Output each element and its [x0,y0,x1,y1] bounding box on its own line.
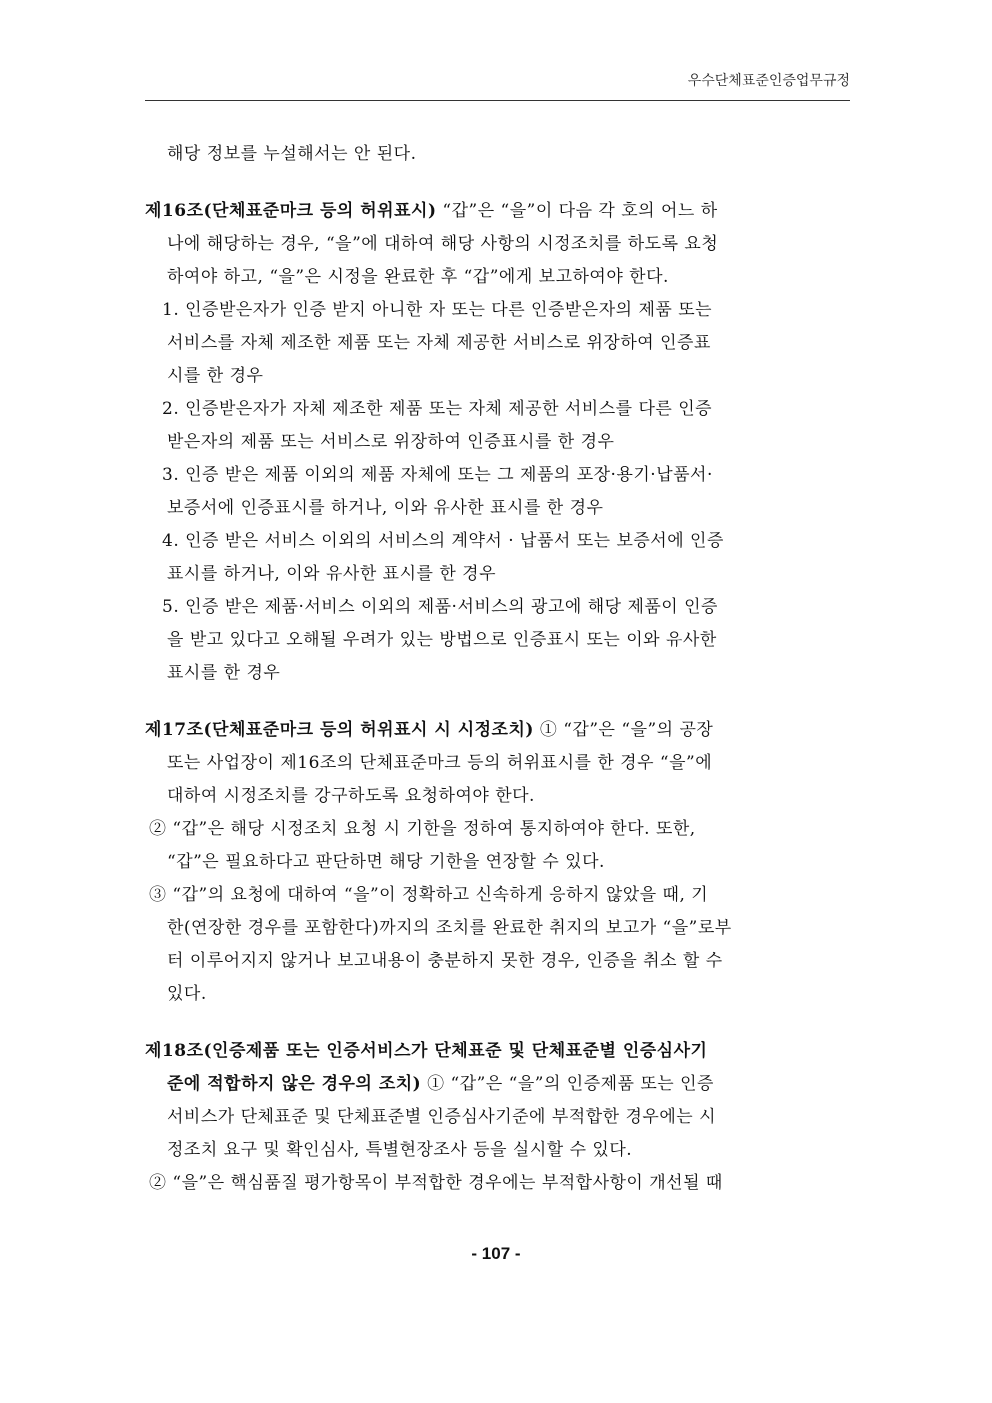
article-16 [145,195,850,690]
continuation-line: 해당 정보를 누설해서는 안 된다. [167,144,417,164]
article-18-line-1 [145,1035,850,1068]
article-16-item-1: 1. 인증받은자가 인증 받지 아니한 자 또는 다른 인증받은자의 제품 또는 서비스를 자체 제조한 제품 또는 자체 제공한 서비스로 위장하여 인증표 시를 한 경우 [162,300,713,386]
page-number: - 107 - [471,1244,521,1263]
article-16-item-3: 3. 인증 받은 제품 이외의 제품 자체에 또는 그 제품의 포장·용기·납품서· 보증서에 인증표시를 하거나, 이와 유사한 표시를 한 경우 [162,465,713,518]
article-16-item-4: 4. 인증 받은 서비스 이외의 서비스의 계약서 · 납품서 또는 보증서에 인증 표시를 하거나, 이와 유사한 표시를 한 경우 [162,531,724,584]
article-17-paragraph-3: ③ “갑”의 요청에 대하여 “을”이 정확하고 신속하게 응하지 않았을 때, 기 [149,885,709,905]
article-18-paragraph-2: ② “을”은 핵심품질 평가항목이 부적합한 경우에는 부적합사항이 개선될 때 [149,1173,723,1193]
article-17-line-1: 제17조(단체표준마크 등의 허위표시 시 시정조치) ① “갑”은 “을”의 공장 [145,720,714,740]
article-16-heading: 제16조(단체표준마크 등의 허위표시) [145,201,437,221]
running-header: 우수단체표준인증업무규정 [687,72,850,88]
article-18-heading: 제18조(인증제품 또는 인증서비스가 단체표준 및 단체표준별 인증심사기 [145,1041,708,1061]
article-16-line-1: 제16조(단체표준마크 등의 허위표시) “갑”은 “을”이 다음 각 호의 어느 하 [145,201,718,221]
article-16-line-2: 나에 해당하는 경우, “을”에 대하여 해당 사항의 시정조치를 하도록 요청 [167,234,719,254]
article-16-line-3: 하여야 하고, “을”은 시정을 완료한 후 “갑”에게 보고하여야 한다. [167,267,669,287]
article-18-line-2: 준에 적합하지 않은 경우의 조치) ① “갑”은 “을”의 인증제품 또는 인증 [167,1074,714,1094]
document-body [145,138,850,1200]
article-18: 제18조(인증제품 또는 인증서비스가 단체표준 및 단체표준별 인증심사기 준에 적합하지 않은 경우의 조치) ① “갑”은 “을”의 인증제품 또는 인증 서비스가 단체표준 및 단체표준별 인증심사기준에 부적합한 경우에는 시 정조치 요구 및 확인심사, 특별현장조사 등을 실시할 수 있다. ② “을”은 핵심품질 평가항목이 부적합한 경우에는 부적합사항이 개선될 때 [145,1035,850,1200]
article-16-item-2: 2. 인증받은자가 자체 제조한 제품 또는 자체 제공한 서비스를 다른 인증 받은자의 제품 또는 서비스로 위장하여 인증표시를 한 경우 [162,399,713,452]
header-divider [145,100,850,101]
article-17-paragraph-2: ② “갑”은 해당 시정조치 요청 시 기한을 정하여 통지하여야 한다. 또한, [149,819,696,839]
article-16-item-5: 5. 인증 받은 제품·서비스 이외의 제품·서비스의 광고에 해당 제품이 인증 을 받고 있다고 오해될 우려가 있는 방법으로 인증표시 또는 이와 유사한 표시를 한 경우 [162,597,718,683]
article-17: 제17조(단체표준마크 등의 허위표시 시 시정조치) ① “갑”은 “을”의 공장 또는 사업장이 제16조의 단체표준마크 등의 허위표시를 한 경우 “을”에 대하여 시정조치를 강구하도록 요청하여야 한다. ② “갑”은 해당 시정조치 요청 시 기한을 정하여 통지하여야 한다. 또한, “갑”은 필요하다고 판단하면 해당 기한을 연장할 수 있다. ③ “갑”의 요청에 대하여 “을”이 정확하고 신속하게 응하지 않았을 때, 기 한(연장한 경우를 포함한다)까지의 조치를 완료한 취지의 보고가 “을”로부 터 이루어지지 않거나 보고내용이 충분하지 못한 경우, 인증을 취소 할 수 있다. [145,714,850,1011]
article-17-heading: 제17조(단체표준마크 등의 허위표시 시 시정조치) [145,720,534,740]
